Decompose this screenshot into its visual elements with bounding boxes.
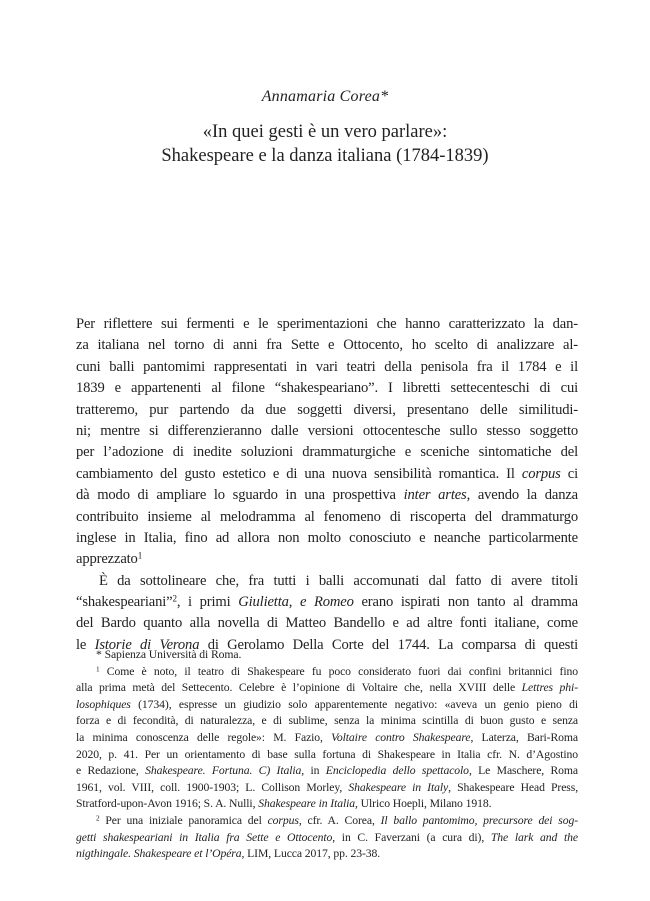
text-line: È da sottolineare che, fra tutti i balli accomunati dal fatto di avere titoli — [99, 572, 578, 589]
italic-title: Lettres phi- — [521, 681, 578, 695]
text-line: contribuito insieme al melodramma al fenomeno di riscoperta del drammaturgo — [76, 508, 578, 525]
text-line: 1839 e appartenenti al filone “shakespeariano”. I libretti settecenteschi di cui — [76, 380, 578, 397]
italic-term: corpus — [521, 465, 561, 482]
text-segment: erano ispirati non tanto al dramma — [361, 594, 578, 611]
text-line: Per riflettere sui fermenti e le sperimentazioni che hanno caratterizzato la dan- — [76, 316, 578, 332]
text-line — [76, 549, 578, 570]
italic-title: nigthingale. Shakespeare et l’Opéra — [76, 847, 242, 861]
text-segment: , cfr. A. Corea, — [298, 813, 375, 827]
text-line: tratteremo, pur partendo da due soggetti diversi, presentano delle similitudi- — [76, 401, 578, 418]
text-segment: 1961, vol. VIII, coll. 1900-1903; L. Collison Morley, — [76, 780, 343, 794]
text-segment: ci — [567, 465, 578, 482]
italic-title: The lark and the — [490, 830, 578, 844]
affiliation-note: * Sapienza Università di Roma. — [96, 648, 242, 661]
text-segment: , in — [301, 764, 320, 778]
text-line: del Bardo quanto alla novella di Matteo Bandello e ad altre fonti italiane, come — [76, 615, 578, 632]
title-line-1: «In quei gesti è un vero parlare»: — [202, 122, 448, 142]
footnote-line — [76, 680, 578, 697]
text-segment: “shakespeariani” — [76, 594, 173, 611]
italic-title: getti shakespeariani in Italia fra Sette e Ottocento — [76, 830, 333, 844]
text-segment: , Ulrico Hoepli, Milano 1918. — [355, 797, 492, 811]
footnote-line — [76, 697, 578, 714]
footnote-line — [76, 664, 578, 681]
italic-title: Shakespeare in Italia — [258, 797, 356, 811]
footnote-line — [76, 813, 578, 830]
italic-term: inter artes — [403, 487, 467, 504]
author-name: Annamaria Corea* — [261, 88, 389, 105]
footnote-line: forza e di fecondità, di naturalezza, e di sublime, senza la minima scintilla di buon gusto e senza — [76, 714, 578, 728]
footnote-number: 2 — [96, 814, 100, 823]
text-segment: dà modo di ampliare lo sguardo in una prospettiva — [76, 487, 396, 504]
footnotes — [76, 647, 578, 863]
text-segment: la minima conoscenza delle regole»: M. Fazio, — [76, 730, 323, 744]
text-line: per l’adozione di inedite soluzioni drammaturgiche e sceniche sintomatiche del — [76, 444, 578, 461]
body-text — [76, 314, 578, 656]
text-segment: e Redazione, — [76, 764, 139, 778]
italic-title: Giulietta, e Romeo — [238, 594, 354, 611]
text-segment: Stratford-upon-Avon 1916; S. A. Nulli, — [76, 797, 256, 811]
text-segment: apprezzato — [76, 551, 138, 568]
footnote-line — [76, 780, 578, 797]
text-segment: , Laterza, Bari-Roma — [470, 730, 578, 744]
text-segment: Come è noto, il teatro di Shakespeare fu poco considerato fuori dai confini britannici fino — [106, 664, 578, 678]
italic-title: Istorie di Verona — [94, 636, 200, 653]
footnote-line: 2020, p. 41. Per un orientamento di base sulla fortuna di Shakespeare in Italia cfr. N. d’Agostino — [76, 747, 578, 761]
footnote-ref[interactable]: 2 — [172, 593, 177, 604]
text-line — [76, 464, 578, 485]
text-segment: (1734), espresse un giudizio solo apparentemente negativo: «aveva un genio pieno di — [138, 697, 578, 711]
text-segment: cambiamento del gusto estetico e di una nuova sensibilità romantica. Il — [76, 465, 515, 482]
text-segment: Per una iniziale panoramica del — [105, 813, 262, 827]
italic-title: Shakespeare. Fortuna. C) Italia — [145, 764, 302, 778]
text-line: inglese in Italia, fino ad allora non molto conosciuto e neanche particolarmente — [76, 529, 578, 546]
footnote-line — [76, 730, 578, 747]
text-line — [76, 592, 578, 613]
text-segment: , Le Maschere, Roma — [468, 764, 578, 778]
title-line-2: Shakespeare e la danza italiana (1784-1839) — [161, 146, 489, 166]
italic-title: losophiques — [76, 697, 131, 711]
footnote-line — [76, 830, 578, 847]
text-line — [76, 485, 578, 506]
text-line: cuni balli pantomimi rappresentati in vari teatri della penisola fra il 1784 e il — [76, 358, 578, 375]
italic-title: Voltaire contro Shakespeare — [331, 730, 471, 744]
italic-title: Shakespeare in Italy — [348, 780, 449, 794]
text-segment: le — [76, 636, 87, 653]
italic-title: Il ballo pantomimo, precursore dei sog- — [380, 813, 578, 827]
footnote-line — [76, 796, 578, 813]
text-segment: alla prima metà del Settecento. Celebre è l’opinione di Voltaire che, nella XVIII delle — [76, 681, 516, 695]
text-segment: , avendo la danza — [466, 487, 578, 504]
text-segment: , i primi — [176, 594, 231, 611]
footnote-line — [76, 846, 578, 863]
italic-title: Enciclopedia dello spettacolo — [325, 764, 469, 778]
italic-term: corpus — [267, 813, 299, 827]
article-title — [0, 120, 650, 168]
footnote-line — [76, 763, 578, 780]
footnote-number: 1 — [96, 664, 100, 673]
text-segment: , Shakespeare Head Press, — [448, 780, 578, 794]
text-line: za italiana nel torno di anni fra Sette e Ottocento, ho scelto di analizzare al- — [76, 337, 578, 354]
text-segment: di Gerolamo Della Corte del 1744. La comparsa di questi — [207, 636, 578, 653]
text-line: ni; mentre si differenzieranno dalle versioni ottocentesche sullo stesso soggetto — [76, 422, 578, 439]
text-segment: , LIM, Lucca 2017, pp. 23-38. — [241, 847, 381, 861]
text-segment: , in C. Faverzani (a cura di), — [332, 830, 485, 844]
footnote-ref[interactable]: 1 — [137, 550, 143, 561]
